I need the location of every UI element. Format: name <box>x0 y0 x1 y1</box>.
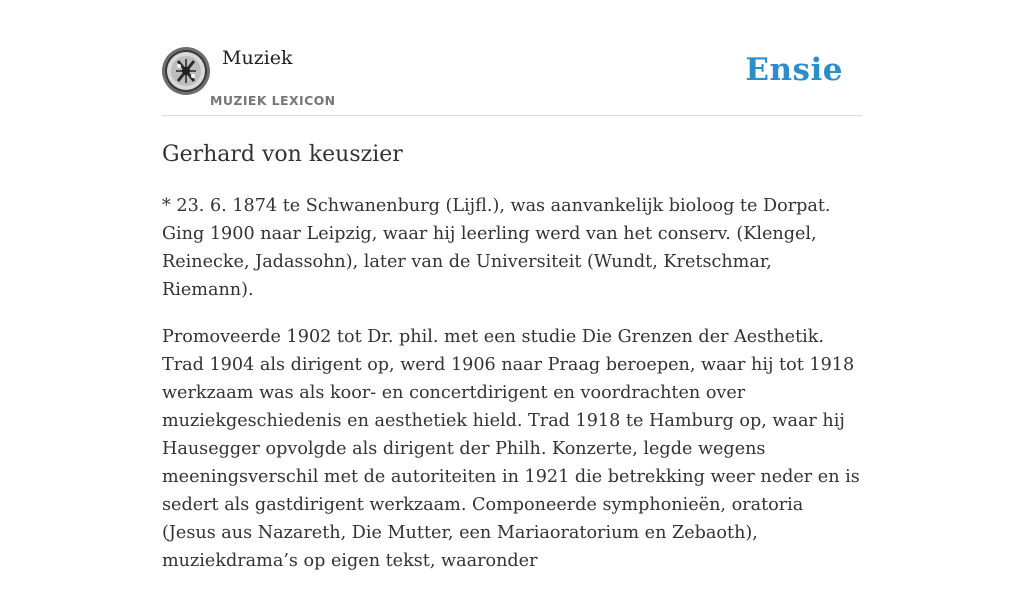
content-container <box>162 0 862 571</box>
article-body <box>162 192 862 594</box>
article-title: Gerhard von keuszier <box>162 142 403 167</box>
source-subtitle: MUZIEK LEXICON <box>210 93 336 108</box>
header <box>162 0 862 116</box>
article-paragraph-2: Promoveerde 1902 tot Dr. phil. met een studie Die Grenzen der Aesthetik. Trad 1904 als dirigent op, werd 1906 naar Praag beroepen, waar hij tot 1918 werkzaam was als koor- en concertdirigent en voordrachten over muziekgeschiedenis en aesthetiek hield. Trad 1918 te Hamburg op, waar hij Hausegger opvolgde als dirigent der Philh. Konzerte, legde wegens meeningsverschil met de autoriteiten in 1921 die betrekking weer neder en is sedert als gastdirigent werkzaam. Componeerde symphonieën, oratoria (Jesus aus Nazareth, Die Mutter, een Mariaoratorium en Zebaoth), muziekdrama’s op eigen tekst, waaronder <box>162 327 860 571</box>
source-name-link[interactable]: Muziek <box>222 47 293 69</box>
brand-logo-link[interactable]: Ensie <box>745 52 843 88</box>
source-avatar-icon[interactable] <box>162 47 210 95</box>
article-paragraph-1: * 23. 6. 1874 te Schwanenburg (Lijfl.), was aanvankelijk bioloog te Dorpat. Ging 1900 naar Leipzig, waar hij leerling werd van het conserv. (Klengel, Reinecke, Jadassohn), later van de Universiteit (Wundt, Kretschmar, Riemann). <box>162 196 831 300</box>
